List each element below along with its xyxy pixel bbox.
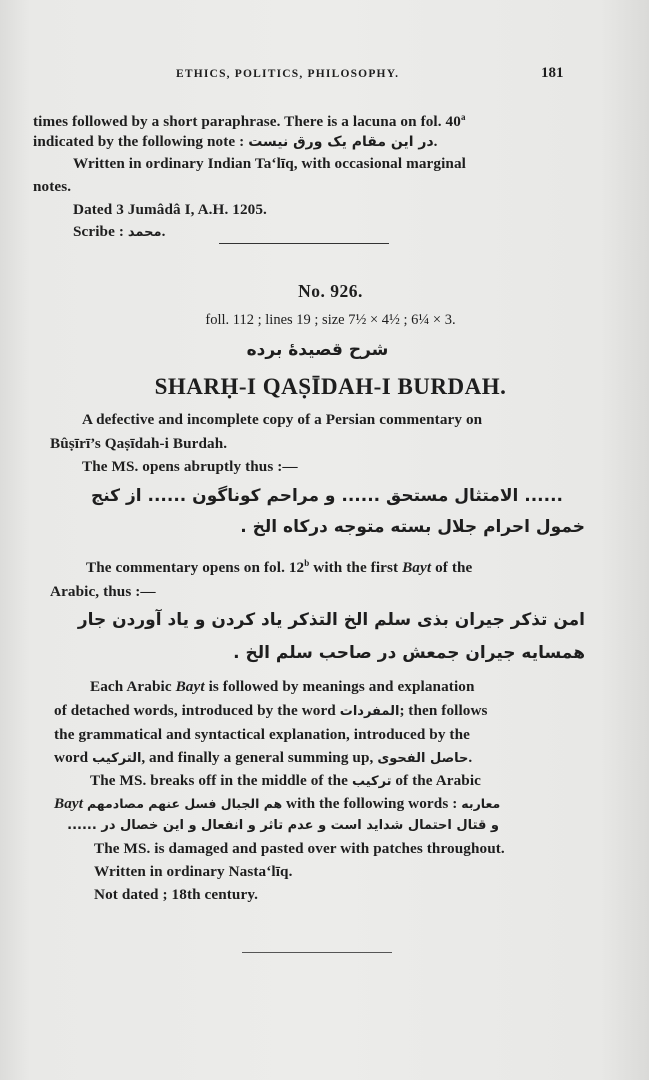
end-divider [242,952,392,953]
tarkib-arabic: الترکیب [92,751,142,766]
lacuna-note-arabic: در این مقام یک ورق نیست [248,134,434,150]
prev-entry-scribe: Scribe : محمد. [73,223,166,240]
paragraph-3-line-3: the grammatical and syntactical explanation, introduced by the [54,726,470,743]
prev-entry-line-3: Written in ordinary Indian Ta‘līq, with occasional marginal [73,155,466,172]
scribe-name-arabic: محمد [127,225,162,240]
running-title: ETHICS, POLITICS, PHILOSOPHY. [176,68,400,80]
commentary-quote-line-2: همسایه جیران جمعش در صاحب سلم الخ . [233,643,585,663]
paragraph-4-line-2: Bayt هم الجبال فسل عنهم مصادمهم with the following words : معاربه [54,795,501,812]
page-number: 181 [541,65,564,81]
commentary-line-1: The commentary opens on fol. 12$^b$ with the first Bayt of the [86,558,473,577]
entry-number: No. 926. [298,281,363,301]
commentary-quote-line-1: امن تذکر جیران بذی سلم الخ التذکر یاد کردن و یاد آوردن جار [77,610,585,630]
prev-entry-line-2: indicated by the following note : در این مقام یک ورق نیست. [33,133,438,150]
opening-quote-line-1: ...... الامتثال مستحق ...... و مراحم کوناگون ...... از کنج [90,486,563,506]
commentary-line-2: Arabic, thus :— [50,583,156,600]
description-line-1: A defective and incomplete copy of a Persian commentary on [82,411,483,428]
script-line: Written in ordinary Nasta‘līq. [94,863,293,880]
paragraph-4-line-3: و قتال احتمال شداید است و عدم تاثر و انفعال و این خصال در ...... [67,818,499,833]
paragraph-3-line-1: Each Arabic Bayt is followed by meanings and explanation [90,678,475,695]
entry-collation: foll. 112 ; lines 19 ; size 7½ × 4½ ; 6¼ × 3. [205,312,456,328]
date-line: Not dated ; 18th century. [94,886,259,903]
mufradat-arabic: المفردات [339,704,400,719]
tarkib-arabic-2: ترکیب [351,774,392,789]
entry-title: SHARḤ-I QAṢĪDAH-I BURDAH. [154,374,507,399]
hasil-arabic: حاصل الفحوی [377,751,469,766]
prev-entry-line-4: notes. [33,178,72,195]
breakoff-word-arabic: معاربه [461,796,501,811]
description-line-2: Bûṣīrī’s Qaṣīdah-i Burdah. [50,435,228,452]
opening-quote-line-2: خمول احرام جلال بسته متوجه درکاه الخ . [240,517,585,537]
condition-line: The MS. is damaged and pasted over with patches throughout. [94,840,505,857]
verse-fragment-arabic: هم الجبال فسل عنهم مصادمهم [87,796,283,811]
entry-title-arabic: شرح قصیدهٔ برده [246,340,389,360]
prev-entry-dated: Dated 3 Jumâdâ I, A.H. 1205. [73,201,267,218]
paragraph-3-line-2: of detached words, introduced by the word المفردات; then follows [54,702,488,719]
paragraph-4-line-1: The MS. breaks off in the middle of the ترکیب of the Arabic [90,772,482,789]
opens-line: The MS. opens abruptly thus :— [82,458,298,475]
prev-entry-line-1: times followed by a short paraphrase. There is a lacuna on fol. 40$^a$ [33,112,466,131]
section-divider [219,243,389,244]
paragraph-3-line-4: word الترکیب, and finally a general summing up, حاصل الفحوی. [54,749,473,766]
